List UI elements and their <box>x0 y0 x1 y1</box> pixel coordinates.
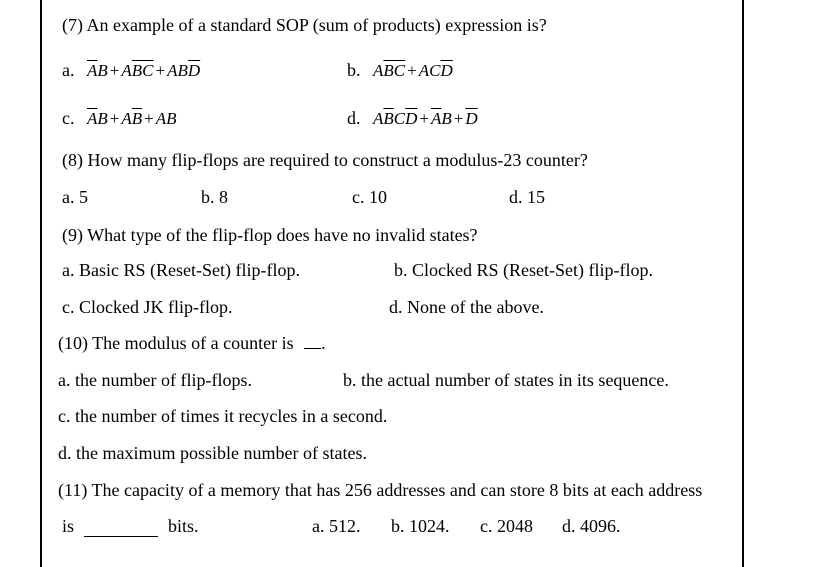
q8-question: (8) How many flip-flops are required to construct a modulus-23 counter? <box>62 150 588 170</box>
q7-question: (7) An example of a standard SOP (sum of products) expression is? <box>62 15 547 35</box>
q8-option-c: c. 10 <box>352 187 387 207</box>
q10-option-d: d. the maximum possible number of states. <box>58 443 367 463</box>
q7-option-d-label: d. <box>347 108 361 128</box>
q9-question: (9) What type of the flip-flop does have no invalid states? <box>62 225 478 245</box>
q8-option-d: d. 15 <box>509 187 545 207</box>
q11-option-a: a. 512. <box>312 516 361 536</box>
page-border-left <box>40 0 42 567</box>
q7-option-a-expression: $\overline{A}B + A\overline{BC} + AB\overline{D}$ <box>87 61 201 80</box>
q9-option-c: c. Clocked JK flip-flop. <box>62 297 233 317</box>
q11-is: is <box>62 516 75 536</box>
q10-answer-blank <box>304 334 321 349</box>
q8-option-b: b. 8 <box>201 187 228 207</box>
q7-option-c-label: c. <box>62 108 75 128</box>
q11-bits: bits. <box>168 516 199 536</box>
q7-option-c-expression: $\overline{A}B + A\overline{B}$ + AB <box>87 109 177 128</box>
q7-option-a <box>62 59 200 82</box>
q7-option-b <box>347 59 453 82</box>
page-border-right <box>742 0 744 567</box>
q11-question: (11) The capacity of a memory that has 256 addresses and can store 8 bits at each address <box>58 480 703 500</box>
q10-option-a: a. the number of flip-flops. <box>58 370 252 390</box>
q11-option-b: b. 1024. <box>391 516 450 536</box>
q10-option-b: b. the actual number of states in its sequence. <box>343 370 669 390</box>
q11-answer-blank <box>84 522 158 537</box>
q8-option-a: a. 5 <box>62 187 88 207</box>
q7-option-b-label: b. <box>347 60 361 80</box>
q10-question-end: . <box>321 333 326 353</box>
q7-option-a-label: a. <box>62 60 75 80</box>
q11-option-c: c. 2048 <box>480 516 533 536</box>
q7-option-d <box>347 107 478 130</box>
q10-question <box>58 332 326 354</box>
q10-question-text: (10) The modulus of a counter is <box>58 333 294 353</box>
q9-option-a: a. Basic RS (Reset-Set) flip-flop. <box>62 260 300 280</box>
q7-option-d-expression: $A\overline{B}C\overline{D} + \overline{A}B + \overline{D}$ <box>373 109 478 128</box>
q9-option-b: b. Clocked RS (Reset-Set) flip-flop. <box>394 260 653 280</box>
q7-option-b-expression: $A\overline{BC} + AC\overline{D}$ <box>373 61 453 80</box>
q9-option-d: d. None of the above. <box>389 297 544 317</box>
q11-option-d: d. 4096. <box>562 516 621 536</box>
q7-option-c <box>62 107 177 130</box>
q10-option-c: c. the number of times it recycles in a second. <box>58 406 388 426</box>
